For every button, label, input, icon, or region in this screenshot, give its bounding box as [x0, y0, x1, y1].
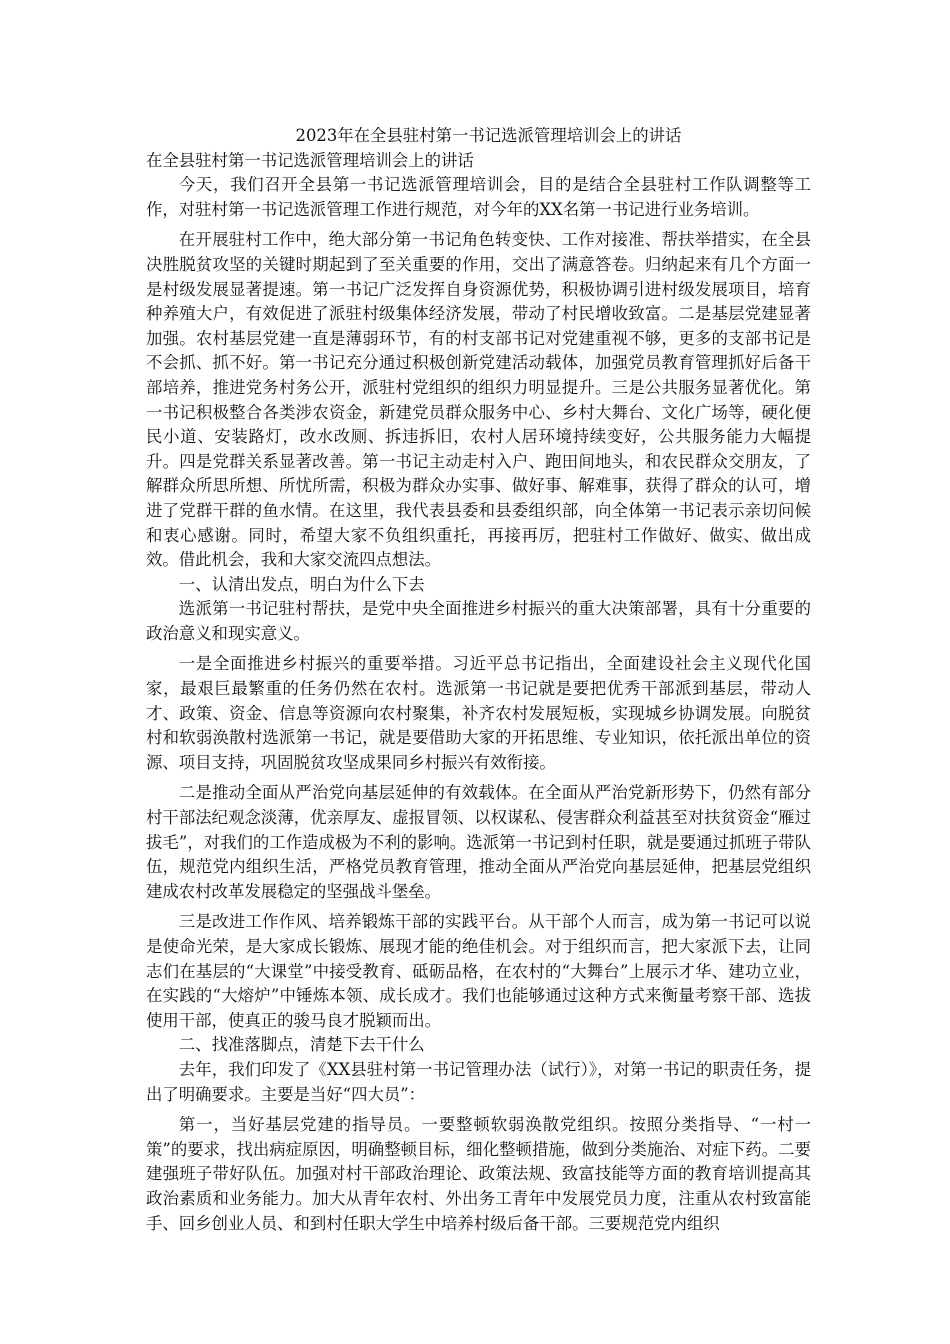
paragraph-point-3: 三是改进工作作风、培养锻炼干部的实践平台。从干部个人而言，成为第一书记可以说是使命光荣，是大家成长锻炼、展现才能的绝佳机会。对于组织而言，把大家派下去，让同志们在基层的“大课堂”中接受教育、砥砺品格，在农村的“大舞台”上展示才华、建功立业，在实践的“大熔炉”中锤炼本领、成长成才。我们也能够通过这种方式来衡量考察干部、选拔使用干部，使真正的骏马良才脱颖而出。 — [146, 912, 811, 1030]
paragraph-achievements: 在开展驻村工作中，绝大部分第一书记角色转变快、工作对接准、帮扶举措实，在全县决胜脱贫攻坚的关键时期起到了至关重要的作用，交出了满意答卷。归纳起来有几个方面一是村级发展显著提速。第一书记广泛发挥自身资源优势，积极协调引进村级发展项目，培育种养殖大户，有效促进了派驻村级集体经济发展，带动了村民增收致富。二是基层党建显著加强。农村基层党建一直是薄弱环节，有的村支部书记对党建重视不够，更多的支部书记是不会抓、抓不好。第一书记充分通过积极创新党建活动载体，加强党员教育管理抓好后备干部培养，推进党务村务公开，派驻村党组织的组织力明显提升。三是公共服务显著优化。第一书记积极整合各类涉农资金，新建党员群众服务中心、乡村大舞台、文化广场等，硬化便民小道、安装路灯，改水改厕、拆违拆旧，农村人居环境持续变好，公共服务能力大幅提升。四是党群关系显著改善。第一书记主动走村入户、跑田间地头，和农民群众交朋友，了解群众所思所想、所忧所需，积极为群众办实事、做好事、解难事，获得了群众的认可，增进了党群干群的鱼水情。在这里，我代表县委和县委组织部，向全体第一书记表示亲切问候和衷心感谢。同时，希望大家不负组织重托，再接再厉，把驻村工作做好、做实、做出成效。借此机会，我和大家交流四点想法。 — [146, 230, 811, 570]
section-heading-2: 二、找准落脚点，清楚下去干什么 — [178, 1035, 425, 1055]
document-page — [146, 124, 811, 1236]
paragraph-point-1: 一是全面推进乡村振兴的重要举措。习近平总书记指出，全面建设社会主义现代化国家，最艰巨最繁重的任务仍然在农村。选派第一书记就是要把优秀干部派到基层，带动人才、政策、资金、信息等资源向农村聚集，补齐农村发展短板，实现城乡协调发展。向脱贫村和软弱涣散村选派第一书记，就是要借助大家的开拓思维、专业知识，依托派出单位的资源、项目支持，巩固脱贫攻坚成果同乡村振兴有效衔接。 — [146, 654, 811, 772]
document-title: 2023年在全县驻村第一书记选派管理培训会上的讲话 — [295, 126, 682, 145]
paragraph-section-2-intro: 去年，我们印发了《XX县驻村第一书记管理办法（试行）》，对第一书记的职责任务，提出了明确要求。主要是当好“四大员”： — [146, 1059, 811, 1104]
paragraph-intro: 今天，我们召开全县第一书记选派管理培训会，目的是结合全县驻村工作队调整等工作，对驻村第一书记选派管理工作进行规范，对今年的XX名第一书记进行业务培训。 — [146, 175, 811, 219]
paragraph-section-1-intro: 选派第一书记驻村帮扶，是党中央全面推进乡村振兴的重大决策部署，具有十分重要的政治意义和现实意义。 — [146, 599, 811, 643]
paragraph-duty-1: 第一，当好基层党建的指导员。一要整顿软弱涣散党组织。按照分类指导、“一村一策”的要求，找出病症原因，明确整顿目标，细化整顿措施，做到分类施治、对症下药。二要建强班子带好队伍。加强对村干部政治理论、政策法规、致富技能等方面的教育培训提高其政治素质和业务能力。加大从青年农村、外出务工青年中发展党员力度，注重从农村致富能手、回乡创业人员、和到村任职大学生中培养村级后备干部。三要规范党内组织 — [146, 1115, 811, 1233]
section-heading-1: 一、认清出发点，明白为什么下去 — [178, 574, 425, 594]
paragraph-point-2: 二是推动全面从严治党向基层延伸的有效载体。在全面从严治党新形势下，仍然有部分村干部法纪观念淡薄，优亲厚友、虚报冒领、以权谋私、侵害群众利益甚至对扶贫资金“雁过拔毛”，对我们的工作造成极为不利的影响。选派第一书记到村任职，就是要通过抓班子带队伍，规范党内组织生活，严格党员教育管理，推动全面从严治党向基层延伸，把基层党组织建成农村改革发展稳定的坚强战斗堡垒。 — [146, 783, 811, 901]
document-subtitle: 在全县驻村第一书记选派管理培训会上的讲话 — [146, 150, 474, 170]
